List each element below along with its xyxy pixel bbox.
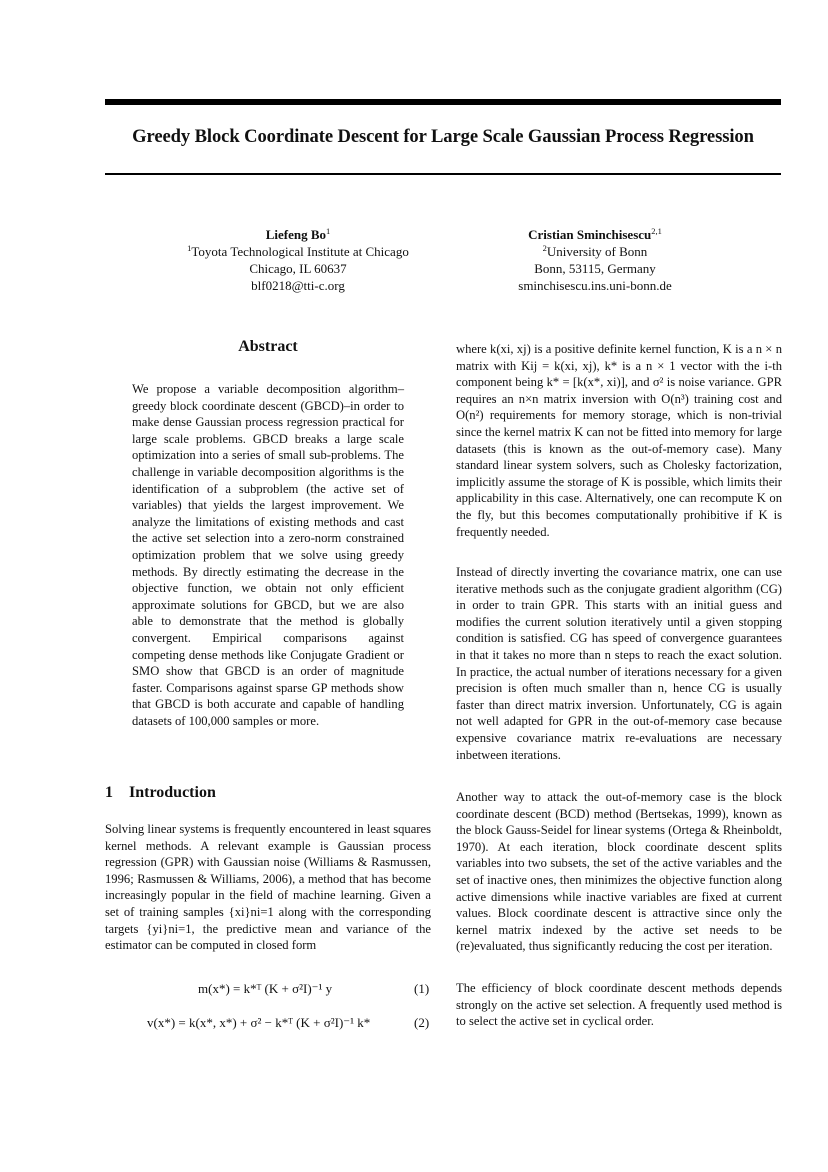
right-paragraph-3: Another way to attack the out-of-memory case is the block coordinate descent (BCD) method (Bertsekas, 1999), known as the block Gauss-Seidel for linear systems (Ortega & Rheinboldt, 1970). At each iteration, block coordinate descent splits variables into two subsets, the set of the active variables and the set of inactive ones, then minimizes the objective function along active dimensions while inactive variables are fixed at current values. Block coordinate descent is attractive since only the kernel matrix indexed by the active set needs to be (re)evaluated, thus significantly reducing the cost per iteration.: [456, 790, 782, 954]
abstract-heading: Abstract: [238, 338, 298, 355]
equation-1-number: (1): [414, 981, 430, 996]
right-paragraph-4: The efficiency of block coordinate descent methods depends strongly on the active set selection. A frequently used method is to select the active set in cyclical order.: [456, 981, 782, 1029]
right-paragraph-2: Instead of directly inverting the covariance matrix, one can use iterative methods such as the conjugate gradient algorithm (CG) in order to train GPR. This starts with an initial guess and modifies the current solution iteratively until a given stopping condition is satisfied. CG has speed of convergence guarantees in that it takes no more than n steps to reach the exact solution. In practice, the actual number of iterations necessary for a given precision is often much smaller than n, hence CG is usually faster than direct matrix inversion. Unfortunately, CG is again not well adapted for GPR in the out-of-memory case because expensive covariance matrix re-evaluations are necessary inbetween iterations.: [456, 565, 782, 762]
author-1: [160, 226, 436, 294]
paper-title: Greedy Block Coordinate Descent for Large Scale Gaussian Process Regression: [132, 126, 754, 147]
author-affiliation: Toyota Technological Institute at Chicago: [191, 244, 409, 259]
equation-1: m(x*) = k*ᵀ (K + σ²I)⁻¹ y: [198, 981, 333, 996]
right-paragraph-1: where k(xi, xj) is a positive definite kernel function, K is a n × n matrix with Kij = k(xi, xj), k* is a n × 1 vector with the i-th component being k* = [k(x*, xi)], and σ² is noise variance. GPR requires an n×n matrix inversion with O(n³) training cost and O(n²) requirements for memory storage, which is non-trivial since the kernel matrix K can not be fitted into memory for large datasets (this is known as the out-of-memory case). Many standard linear system solvers, such as Cholesky factorization, implicitly assume the storage of K is possible, which limits their applicability in this case. Alternatively, one can recompute K on the fly, but this becomes computationally prohibitive if K is frequently needed.: [456, 342, 782, 539]
author-email: sminchisescu.ins.uni-bonn.de: [518, 278, 672, 293]
equation-2-number: (2): [414, 1015, 430, 1030]
introduction-heading: 1 Introduction: [105, 784, 216, 801]
author-name: Cristian Sminchisescu: [528, 227, 652, 242]
title-rule: [105, 173, 781, 175]
affiliation-superscript: 1: [187, 243, 192, 253]
author-email: blf0218@tti-c.org: [251, 278, 345, 293]
affiliation-superscript: 2: [542, 243, 547, 253]
author-affiliation: University of Bonn: [546, 244, 648, 259]
author-name: Liefeng Bo: [265, 227, 327, 242]
author-superscript: 1: [326, 226, 331, 236]
author-superscript: 2,1: [651, 226, 662, 236]
author-address: Bonn, 53115, Germany: [534, 261, 656, 276]
author-address: Chicago, IL 60637: [249, 261, 347, 276]
introduction-text: Solving linear systems is frequently encountered in least squares kernel methods. A relevant example is Gaussian process regression (GPR) with Gaussian noise (Williams & Rasmussen, 1996; Rasmussen & Williams, 2006), a method that has become increasingly popular in the field of machine learning. Given a set of training samples {xi}ni=1 along with the corresponding targets {yi}ni=1, the predictive mean and variance of the estimator can be computed in closed form: [105, 822, 431, 953]
author-2: [457, 226, 733, 294]
equation-2: v(x*) = k(x*, x*) + σ² − k*ᵀ (K + σ²I)⁻¹ k*: [147, 1015, 371, 1030]
top-rule: [105, 99, 781, 105]
abstract-text: We propose a variable decomposition algorithm–greedy block coordinate descent (GBCD)–in order to make dense Gaussian process regression practical for large scale problems. GBCD breaks a large scale optimization into a series of small sub-problems. The challenge in variable decomposition algorithms is the identification of a subproblem (the active set of variables) that yields the largest improvement. We analyze the limitations of existing methods and cast the active set selection into a zero-norm constrained optimization problem that we solve using greedy methods. By directly estimating the decrease in the objective function, we obtain not only efficient approximate solutions for GBCD, but we are also able to demonstrate that the method is globally convergent. Empirical comparisons against competing dense methods like Conjugate Gradient or SMO show that GBCD is an order of magnitude faster. Comparisons against sparse GP methods show that GBCD is both accurate and capable of handling datasets of 100,000 samples or more.: [132, 382, 404, 728]
